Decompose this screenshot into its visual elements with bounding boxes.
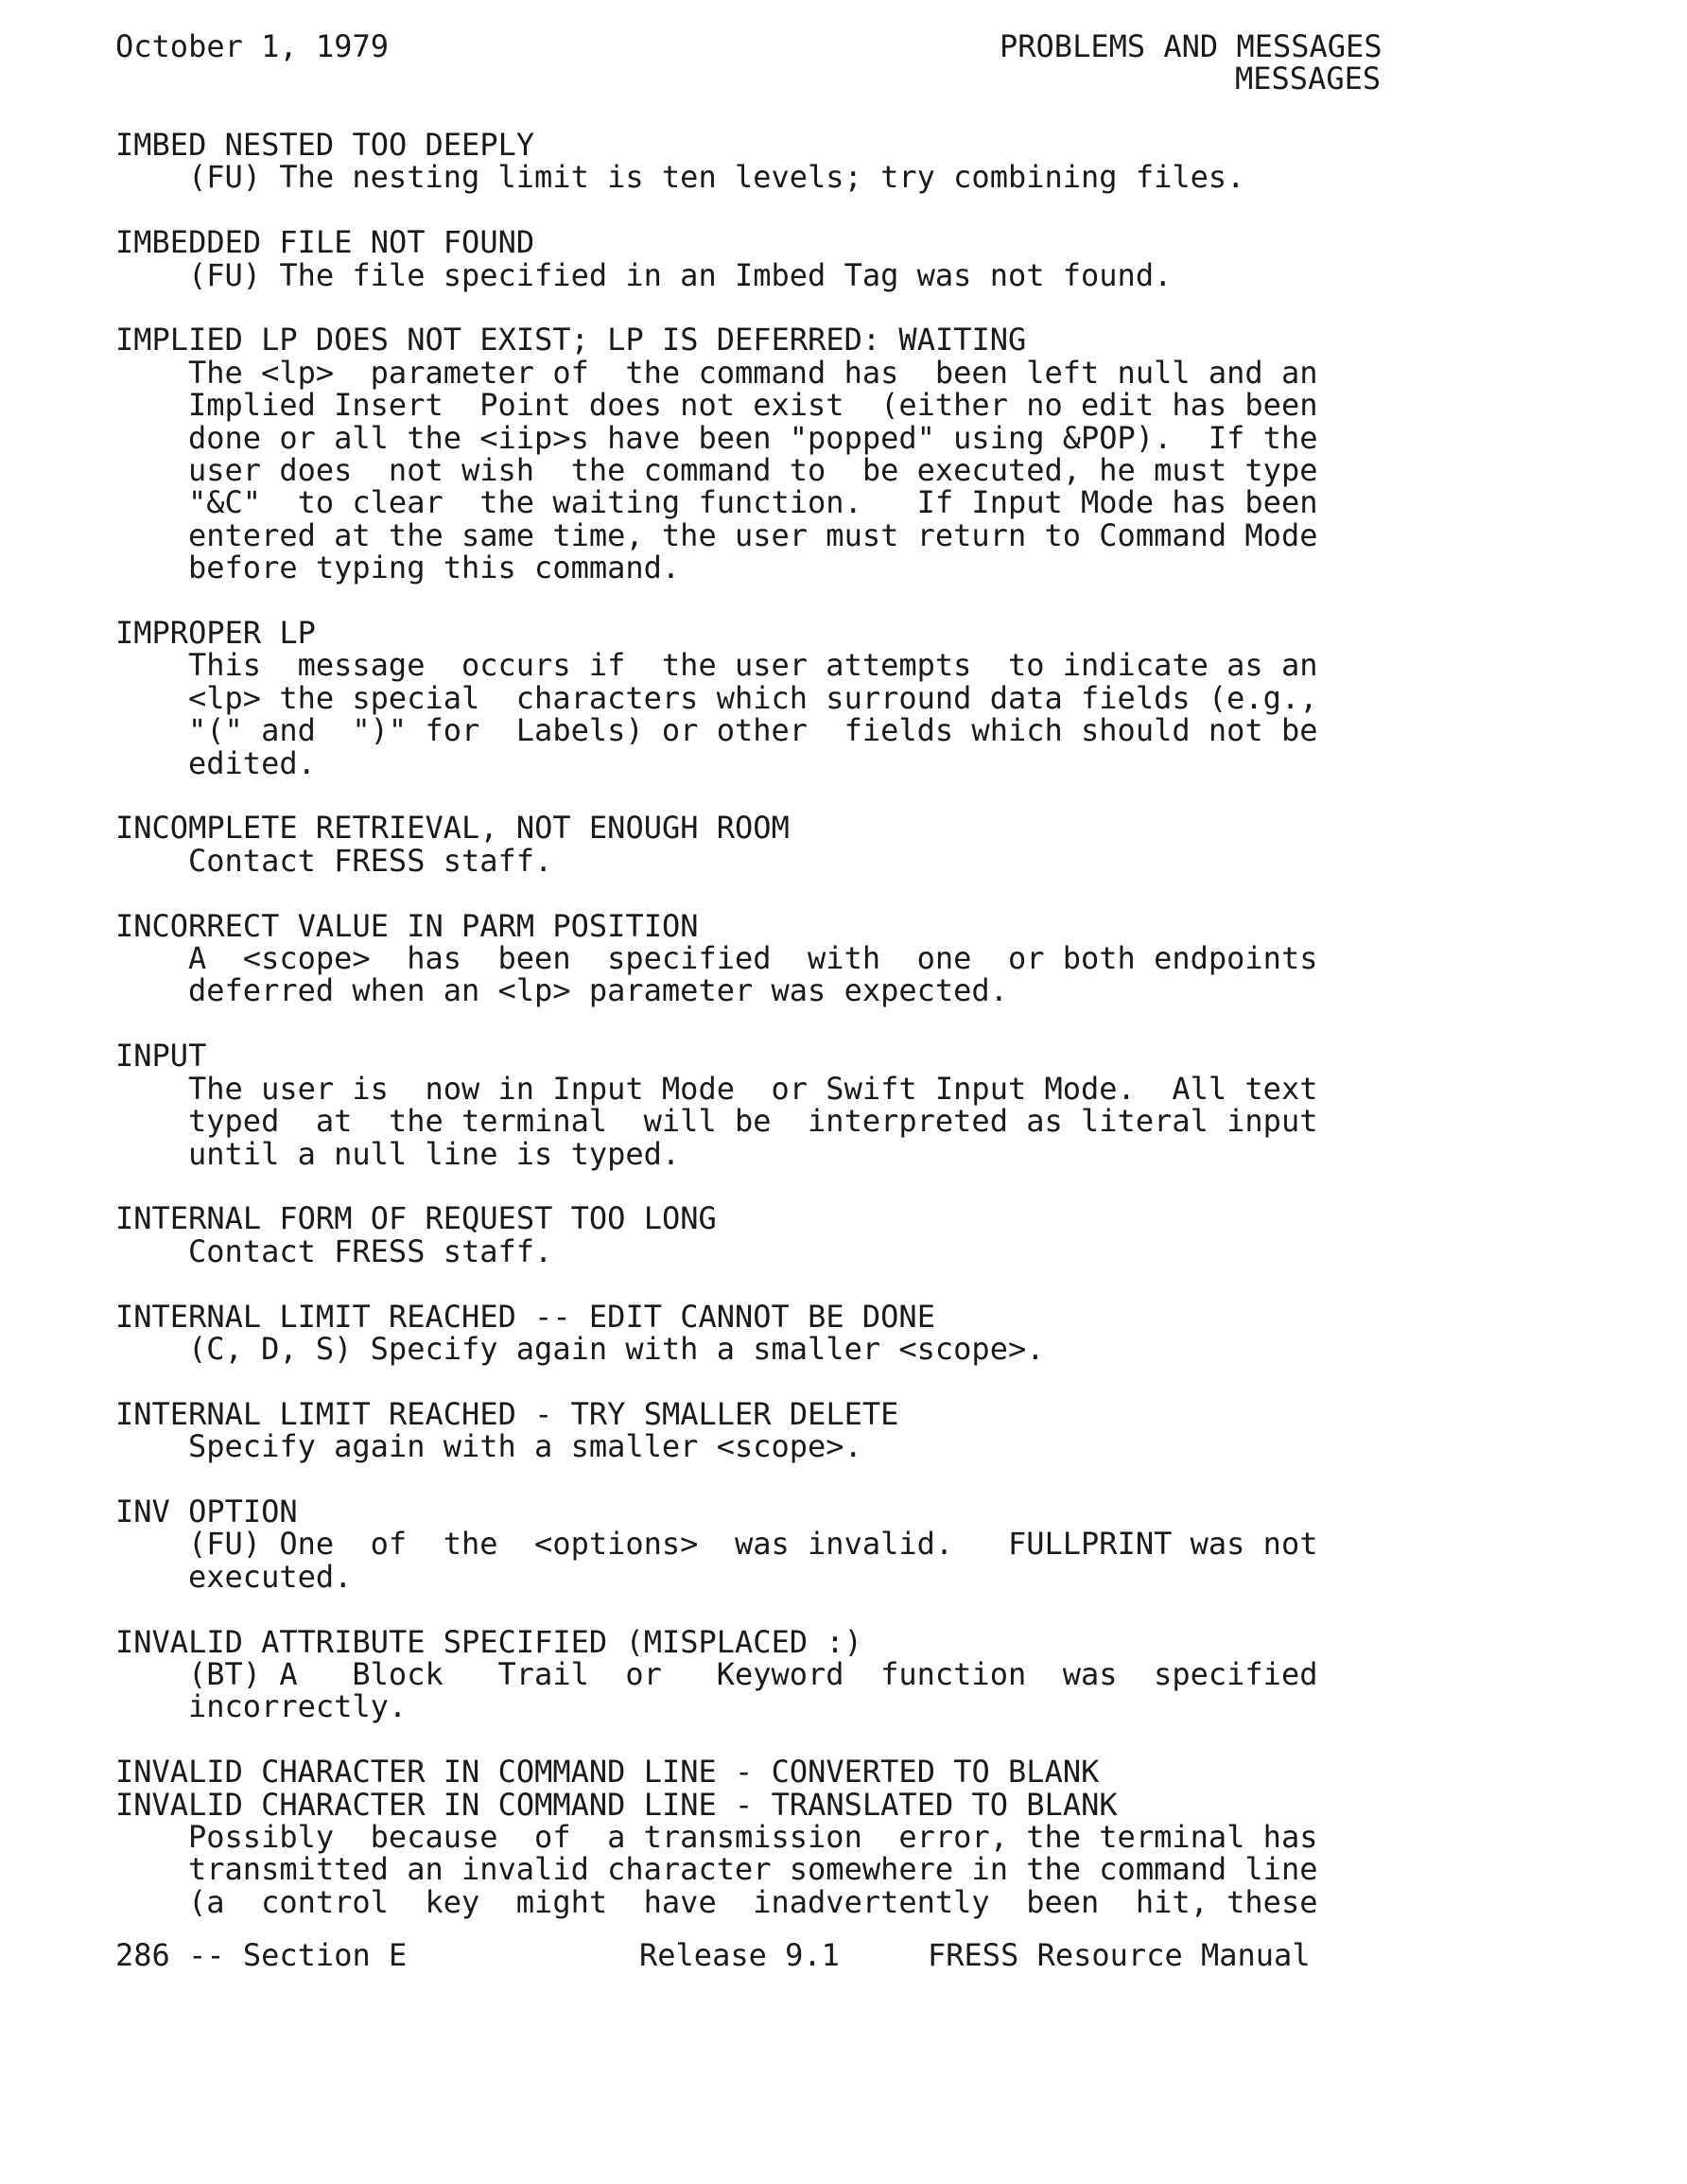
message-entry [115,322,1318,586]
description-line: (C, D, S) Specify again with a smaller <scope>. [188,1330,1045,1367]
message-term: INCOMPLETE RETRIEVAL, NOT ENOUGH ROOM [115,810,790,847]
message-entry [115,907,1318,1009]
description-line: Specify again with a smaller <scope>. [188,1428,862,1465]
message-term: INTERNAL LIMIT REACHED -- EDIT CANNOT BE DONE [115,1298,935,1335]
description-line: (BT) A Block Trail or Keyword function was specified [188,1655,1318,1692]
description-line: (FU) The file specified in an Imbed Tag was not found. [188,256,1173,293]
message-term: IMPROPER LP [115,615,316,652]
message-description [188,354,1318,586]
message-term: INVALID ATTRIBUTE SPECIFIED (MISPLACED :) [115,1623,862,1660]
message-term: INPUT [115,1038,207,1075]
message-entry [115,1754,1318,1920]
message-entry [115,1493,1318,1595]
description-line: A <scope> has been specified with one or both endpoints [188,940,1318,977]
message-term: INCORRECT VALUE IN PARM POSITION [115,907,699,944]
footer-page-number: 286 -- Section E [115,1937,408,1973]
message-entry [115,1038,1318,1172]
footer-manual-title: FRESS Resource Manual [928,1937,1311,1973]
message-entry [115,615,1318,781]
message-entry [115,1623,1318,1725]
description-line: Contact FRESS staff. [188,842,553,879]
message-entry [115,1298,1307,1367]
description-line: transmitted an invalid character somewhere in the command line [188,1851,1318,1888]
message-term: IMPLIED LP DOES NOT EXIST; LP IS DEFERRED: WAITING [115,322,1027,358]
header-date: October 1, 1979 [115,28,389,64]
description-line: deferred when an <lp> parameter was expected. [188,972,1008,1009]
message-description [188,1526,1318,1595]
description-line: (FU) The nesting limit is ten levels; try combining files. [188,159,1245,196]
description-line: incorrectly. [188,1688,408,1725]
description-line: (a control key might have inadvertently been hit, these [188,1883,1318,1920]
message-term: INV OPTION [115,1493,298,1529]
message-description [188,256,1307,293]
description-line: The user is now in Input Mode or Swift Input Mode. All text [188,1070,1318,1107]
footer-release: Release 9.1 [639,1937,840,1973]
description-line: user does not wish the command to be executed, he must type [188,452,1318,489]
message-entry [115,1202,1307,1267]
message-description [188,1655,1318,1725]
description-line: until a null line is typed. [188,1135,681,1172]
description-line: "&C" to clear the waiting function. If Input Mode has been [188,484,1318,521]
description-line: typed at the terminal will be interpreted as literal input [188,1103,1318,1140]
description-line: Contact FRESS staff. [188,1232,553,1269]
description-line: done or all the <iip>s have been "popped" using &POP). If the [188,419,1318,456]
message-entry [115,1395,1307,1465]
description-line: The <lp> parameter of the command has been left null and an [188,354,1318,391]
message-description [188,842,1307,879]
description-line: executed. [188,1558,353,1595]
message-description [188,647,1318,781]
message-term: INTERNAL FORM OF REQUEST TOO LONG [115,1200,717,1237]
description-line: edited. [188,744,316,781]
description-line: before typing this command. [188,550,681,586]
description-line: Implied Insert Point does not exist (either no edit has been [188,387,1318,424]
description-line: Possibly because of a transmission error, the terminal has [188,1818,1318,1855]
message-term: INVALID CHARACTER IN COMMAND LINE - TRANSLATED TO BLANK [115,1786,1118,1823]
description-line: entered at the same time, the user must return to Command Mode [188,516,1318,553]
message-description [188,1428,1307,1465]
message-entry [115,812,1307,877]
message-description [188,1232,1307,1269]
description-line: <lp> the special characters which surround data fields (e.g., [188,679,1318,716]
header-subtitle: MESSAGES [1235,61,1382,96]
message-description [188,1070,1318,1172]
description-line: This message occurs if the user attempts to indicate as an [188,647,1318,684]
message-entry [115,129,1307,194]
message-description [188,159,1307,196]
message-description [188,940,1318,1009]
message-term: IMBEDDED FILE NOT FOUND [115,224,535,261]
description-line: (FU) One of the <options> was invalid. FULLPRINT was not [188,1526,1318,1563]
message-entry [115,226,1307,291]
message-list [115,127,1318,1951]
message-term: IMBED NESTED TOO DEEPLY [115,127,535,163]
message-term: INVALID CHARACTER IN COMMAND LINE - CONVERTED TO BLANK [115,1754,1100,1791]
message-description [188,1818,1318,1920]
message-description [188,1330,1307,1367]
message-term: INTERNAL LIMIT REACHED - TRY SMALLER DELETE [115,1395,899,1432]
description-line: "(" and ")" for Labels) or other fields which should not be [188,712,1318,749]
header-title: PROBLEMS AND MESSAGES [1000,28,1383,64]
